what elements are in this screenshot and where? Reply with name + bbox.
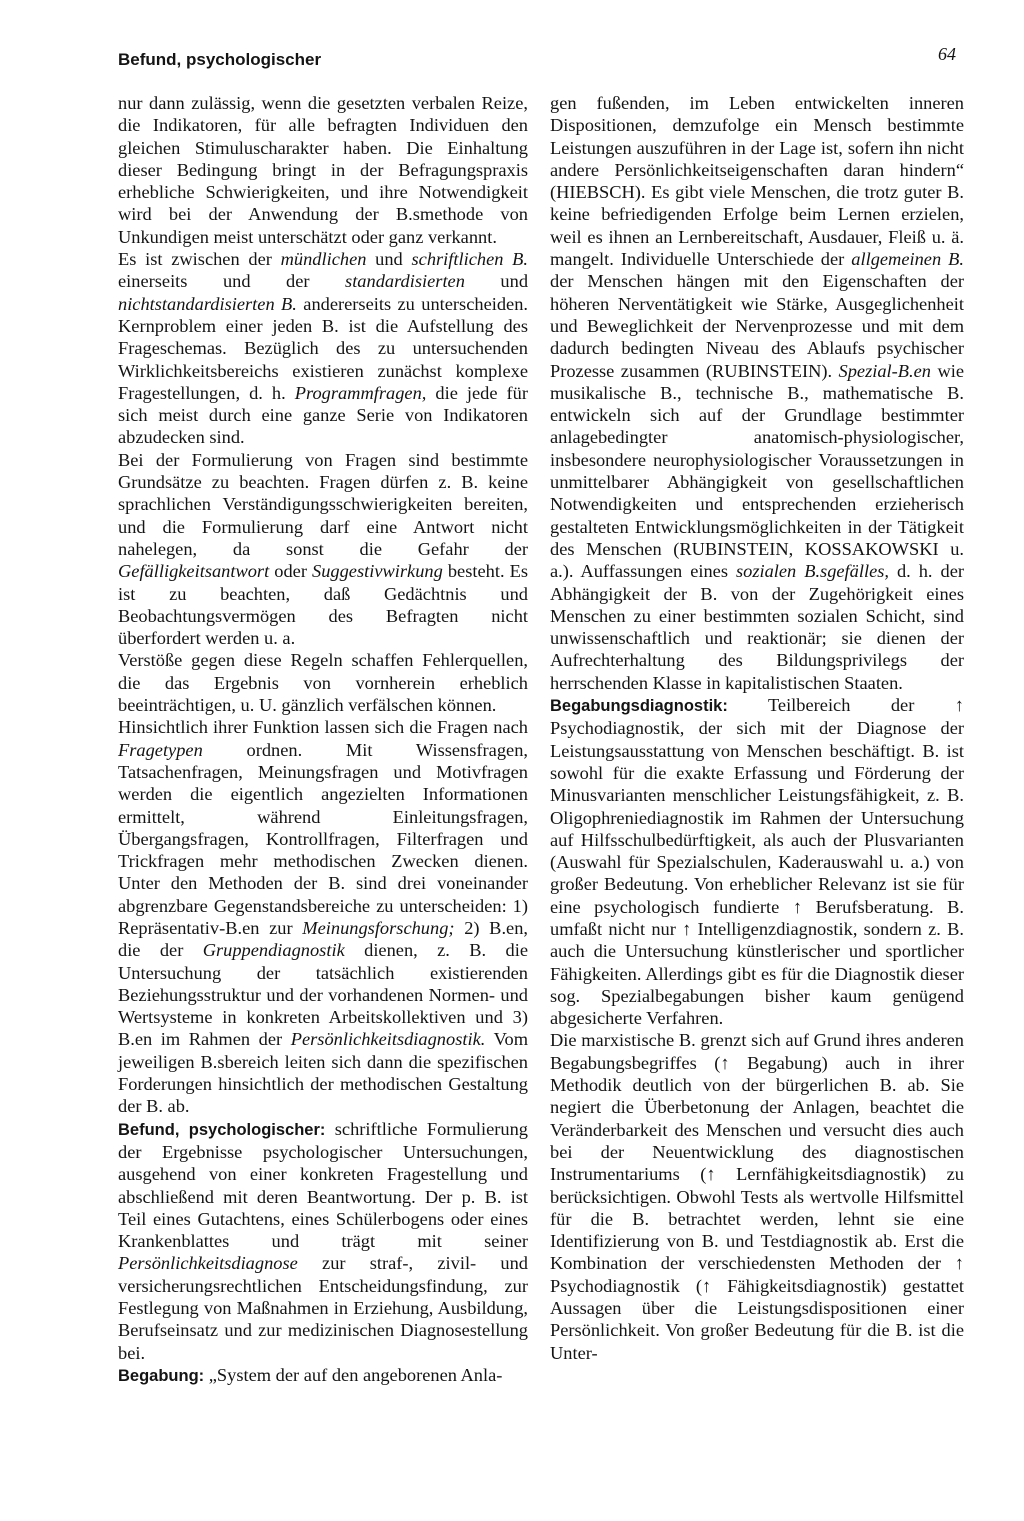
italic-term: Gruppendiagnostik [202,940,345,961]
italic-term: mündlichen [280,249,367,270]
italic-term: standardisierten [345,271,465,292]
text-run: Teilbereich der ↑ Psychodiagnostik, der sich mit der Diagnose der Leistungsausstattung von Menschen beschäftigt. B. ist sowohl für die exakte Erfassung und Förderung der Minusvarianten menschlicher Leistungsfähigkeit, z. B. Oligophreniediagnostik im Rahmen der Untersuchung auf Hilfsschulbedürftigkeit, als auch der Plusvarianten (Auswahl für Spezialschulen, Kaderauswahl u. a.) von großer Bedeutung. Von erheblicher Relevanz ist sie für eine psychologisch fundierte ↑ Berufsberatung. B. umfaßt nicht nur ↑ Intelligenzdiagnostik, sondern z. B. auch die Untersuchung künstlerischer und sportlicher Fähigkeiten. Allerdings gibt es für die Diagnostik dieser sog. Spezialbegabungen bisher kaum genügend abgesicherte Verfahren. [550,695,964,1029]
text-run: Vom jeweiligen B.sbereich leiten sich dann die spezifischen Forderungen hinsichtlich der methodischen Gestaltung der B. ab. [118,1029,528,1117]
italic-term: allgemeinen B. [851,249,965,270]
italic-term: Gefälligkeitsantwort [118,561,270,582]
text-run: wie musikalische B., technische B., mathematische B. entwickeln sich auf der Grundlage bestimmter anlagebedingter anatomisch-physiologischer, insbesondere neurophysiologischer Voraussetzungen in unmittelbarer Abhängigkeit von gesellschaftlichen Notwendigkeiten und entsprechenden erzieherisch gestalteten Entwicklungsmöglichkeiten in der Tätigkeit des Menschen (RUBINSTEIN, KOSSAKOWSKI u. a.). Auffassungen eines [550,360,964,582]
text-run: der Menschen hängen mit den Eigenschaften der höheren Nerventätigkeit wie Stärke, Ausgeglichenheit und Beweglichkeit der Nervenprozesse und mit dem dadurch bedingten Niveau des Ablaufs psychischer Prozesse zusammen (RUBINSTEIN). [550,271,964,381]
running-head: Befund, psychologischer [118,50,322,69]
italic-term: Persönlichkeitsdiagnose [118,1253,298,1274]
page-number: 64 [938,44,956,64]
text-run: gen fußenden, im Leben entwickelten inneren Dispositionen, demzufolge ein Mensch bestimmte Leistungen auszuführen in der Lage ist, sofern ihn nicht andere Persönlichkeitseigenschaften daran hindern“ (HIEBSCH). Es gibt viele Menschen, die trotz guter B. keine befriedigenden Erfolge beim Lernen erzielen, weil es ihnen an Lernbereitschaft, Ausdauer, Fleiß u. ä. mangelt. Individuelle Unterschiede der [550,93,964,270]
paragraph [118,716,528,1117]
text-run: und [464,271,529,292]
italic-term: Fragetypen [118,739,203,760]
text-run: d. h. der Abhängigkeit der B. von der Zugehörigkeit eines Menschen zu einer bestimmten sozialen Schicht, sind unwissenschaftlich und reaktionär; sie dienen der Aufrechterhaltung des Bildungsprivilegs der herrschenden Klasse in kapitalistischen Staaten. [550,561,964,693]
text-run: „System der auf den angeborenen Anla- [204,1364,503,1385]
left-column [118,92,528,1387]
entry-begabungsdiagnostik [550,694,964,1029]
text-run: einerseits und der [118,271,346,292]
text-run: die jede für sich meist durch eine ganze Serie von Indikatoren abzudecken sind. [118,382,528,448]
text-run: oder [269,561,313,582]
text-run: andererseits zu unterscheiden. Kernproblem einer jeden B. ist die Aufstellung des Frageschemas. Bezüglich des zu untersuchenden Wirklichkeitsbereichs existieren zunächst komplexe Fragestellungen, d. h. [118,293,528,403]
italic-term: nichtstandardisierten B. [118,293,297,314]
entry-begabung-continued [550,92,964,694]
text-run: Es ist zwischen der [118,249,281,270]
paragraph: Die marxistische B. grenzt sich auf Grund ihres anderen Begabungsbegriffes (↑ Begabung) auch in ihrer Methodik deutlich von der bürgerlichen B. ab. Sie negiert die Überbetonung der Anlagen, beachtet die Veränderbarkeit des Menschen und versucht dies auch bei der Neuentwicklung des diagnostischen Instrumentariums (↑ Lernfähigkeitsdiagnostik) zu berücksichtigen. Obwohl Tests als wertvolle Hilfsmittel für die B. betrachtet werden, lehnt sie eine Identifizierung von B. und Testdiagnostik ab. Erst die Kombination der verschiedensten Methoden der ↑ Psychodiagnostik (↑ Fähigkeitsdiagnostik) gestattet Aussagen über die Leistungsdispositionen einer Persönlichkeit. Von großer Bedeutung für die B. ist die Unter- [550,1030,964,1363]
entry-befund-psychologischer [118,1118,528,1364]
italic-term: Persönlichkeitsdiagnostik. [290,1029,486,1050]
entry-headword: Befund, psychologischer: [118,1120,326,1139]
text-run: Bei der Formulierung von Fragen sind bestimmte Grundsätze zu beachten. Fragen dürfen z. B. keine sprachlichen Verständigungsschwierigkeiten bereiten, und die Formulierung darf eine Antwort nicht nahelegen, da sonst die Gefahr der [118,449,528,559]
text-run: schriftliche Formulierung der Ergebnisse psychologischer Untersuchungen, ausgehend von einer konkreten Fragestellung und abschließend mit deren Beantwortung. Der p. B. ist Teil eines Gutachtens, eines Schülerbogens oder eines Krankenblattes und trägt mit seiner [118,1118,528,1252]
text-run: und [366,249,412,270]
italic-term: sozialen B.sgefälles, [735,561,890,582]
italic-term: Suggestivwirkung [312,561,443,582]
paragraph [118,248,528,449]
italic-term: Meinungsforschung; [302,917,455,938]
entry-headword: Begabungsdiagnostik: [550,697,728,716]
italic-term: Programmfragen, [294,382,427,403]
italic-term: Spezial-B.en [838,360,931,381]
text-run: besteht. Es ist zu beachten, daß Gedächtnis und Beobachtungsvermögen des Befragten nicht überfordert werden u. a. [118,561,528,649]
text-run: Hinsichtlich ihrer Funktion lassen sich die Fragen nach [118,717,528,738]
text-run: ordnen. Mit Wissensfragen, Tatsachenfragen, Meinungsfragen und Motivfragen werden die eigentlich angezielten Informationen ermittelt, während Einleitungsfragen, Übergangsfragen, Kontrollfragen, Filterfragen und Trickfragen mehr methodischen Zwecken dienen. Unter den Methoden der B. sind drei voneinander abgrenzbare Gegenstandsbereiche zu unterscheiden: 1) Repräsentativ-B.en zur [118,739,528,938]
text-run: 2) B.en, die der [118,917,528,961]
right-column [550,92,964,1364]
entry-headword: Begabung: [118,1366,205,1385]
text-run: dienen, z. B. die Untersuchung der tatsächlich existierenden Beziehungsstruktur und der vorhandenen Normen- und Wertsysteme in konkreten Arbeitskollektiven und 3) B.en im Rahmen der [118,940,528,1050]
entry-begabung [118,1364,528,1387]
italic-term: schriftlichen B. [411,249,529,270]
paragraph [118,449,528,650]
paragraph: nur dann zulässig, wenn die gesetzten verbalen Reize, die Indikatoren, für alle befragten Individuen den gleichen Stimuluscharakter haben. Die Einhaltung dieser Bedingung bringt in der Befragungspraxis erhebliche Schwierigkeiten, und ihre Notwendigkeit wird bei der Anwendung der B.smethode von Unkundigen meist unterschätzt oder ganz verkannt. [118,93,528,247]
text-run: zur straf-, zivil- und versicherungsrechtlichen Entscheidungsfindung, zur Festlegung von Maßnahmen in Erziehung, Ausbildung, Berufseinsatz und zur medizinischen Diagnosestellung bei. [118,1253,528,1363]
paragraph: Verstöße gegen diese Regeln schaffen Fehlerquellen, die das Ergebnis von vornherein erheblich beeinträchtigen, u. U. gänzlich verfälschen können. [118,650,528,716]
